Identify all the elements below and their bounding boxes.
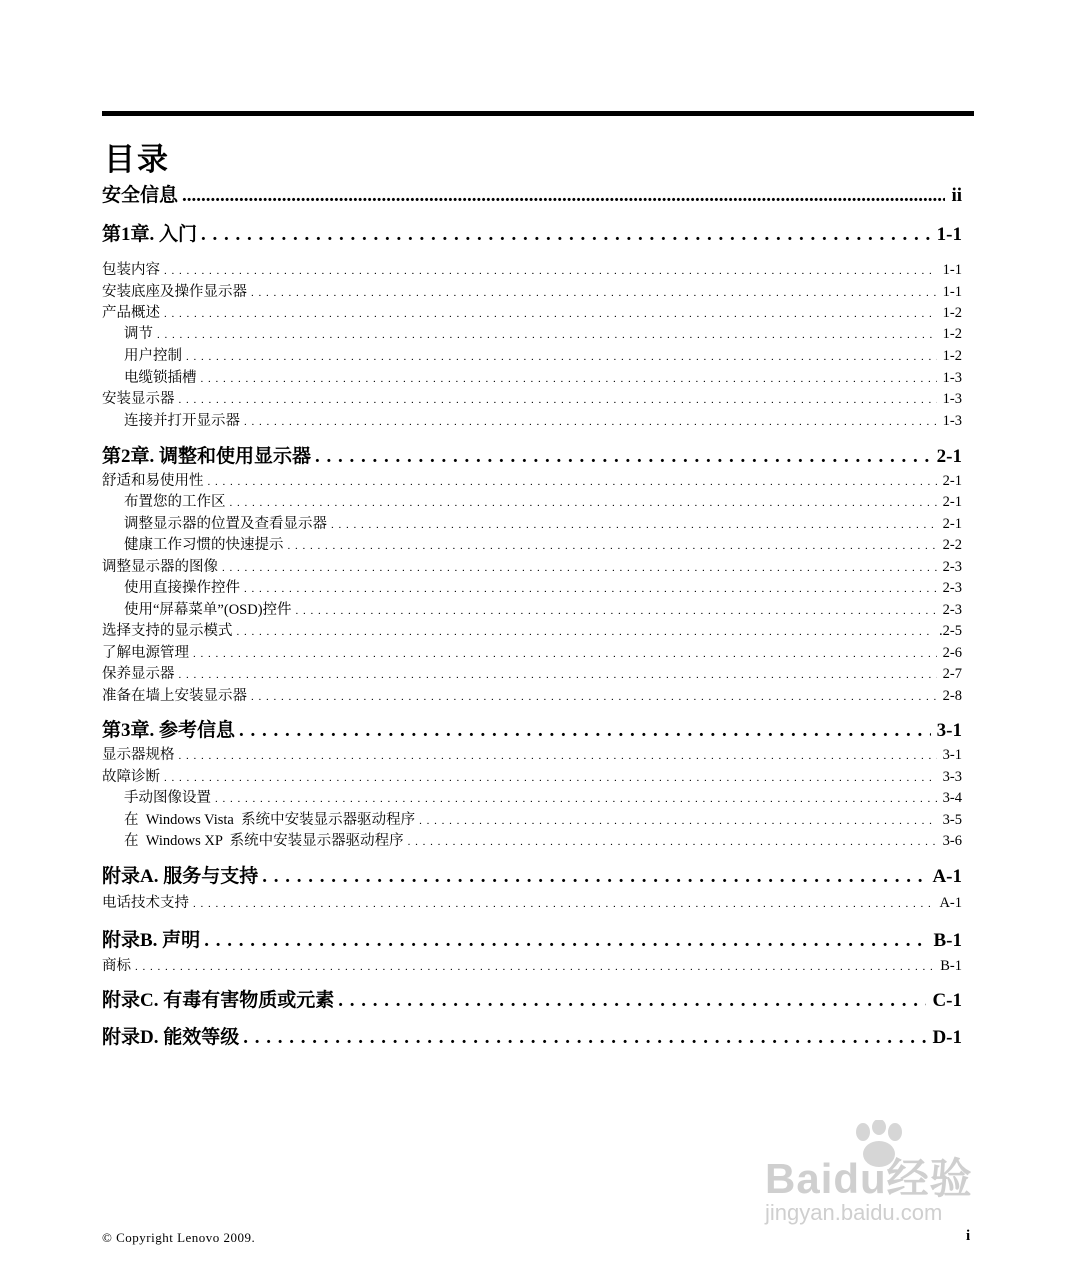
toc-entry-safety[interactable] <box>102 180 962 207</box>
leader-dots <box>204 930 927 952</box>
leader-dots <box>179 669 937 681</box>
toc-section[interactable] <box>102 954 962 975</box>
toc-label: 附录A. 服务与支持 <box>102 866 259 887</box>
leader-dots <box>262 866 926 888</box>
toc-subsection[interactable] <box>102 409 962 430</box>
leader-dots <box>164 265 937 277</box>
leader-dots <box>243 1027 926 1049</box>
toc-page: 1-1 <box>936 224 962 245</box>
toc-subsection[interactable] <box>102 786 962 807</box>
toc-label: 使用直接操作控件 <box>124 580 240 596</box>
toc-label: 电缆锁插槽 <box>124 370 197 386</box>
toc-subsection[interactable] <box>102 344 962 365</box>
toc-label: 连接并打开显示器 <box>124 413 240 429</box>
toc-label: 附录C. 有毒有害物质或元素 <box>102 990 335 1011</box>
toc-label: 故障诊断 <box>102 769 160 785</box>
toc-page: 1-1 <box>942 284 962 300</box>
toc-page: A-1 <box>932 866 962 887</box>
baidu-watermark <box>765 1118 1015 1238</box>
leader-dots <box>164 772 937 784</box>
toc-subsection[interactable] <box>102 322 962 343</box>
toc-page: 3-1 <box>942 747 962 763</box>
toc-page: .2-5 <box>939 623 962 639</box>
toc-page: 2-1 <box>936 446 962 467</box>
leader-dots <box>296 605 937 617</box>
leader-dots <box>315 446 931 468</box>
leader-dots <box>237 626 934 638</box>
toc-page: 1-2 <box>942 305 962 321</box>
toc-label: 商标 <box>102 958 131 974</box>
toc-page: 1-3 <box>942 413 962 429</box>
toc-page: 1-1 <box>942 262 962 278</box>
leader-dots <box>201 373 937 385</box>
leader-dots <box>222 562 937 574</box>
leader-dots <box>182 185 945 207</box>
toc-page: C-1 <box>932 990 962 1011</box>
toc-section[interactable] <box>102 662 962 683</box>
leader-dots <box>135 961 934 973</box>
toc-subsection[interactable] <box>102 490 962 511</box>
toc-page: 2-2 <box>942 537 962 553</box>
toc-chapter-2[interactable] <box>102 441 962 468</box>
toc-appendix-d[interactable] <box>102 1022 962 1049</box>
toc-page: 3-3 <box>942 769 962 785</box>
toc-label: 选择支持的显示模式 <box>102 623 233 639</box>
toc-page: 2-6 <box>942 645 962 661</box>
toc-label: 调整显示器的图像 <box>102 559 218 575</box>
toc-section[interactable] <box>102 387 962 408</box>
toc-label: 在 Windows Vista 系统中安装显示器驱动程序 <box>124 812 416 828</box>
toc-page: 2-1 <box>942 494 962 510</box>
toc-section[interactable] <box>102 280 962 301</box>
toc-section[interactable] <box>102 684 962 705</box>
toc-page: 2-1 <box>942 516 962 532</box>
toc-label: 在 Windows XP 系统中安装显示器驱动程序 <box>124 833 404 849</box>
leader-dots <box>244 583 937 595</box>
toc-appendix-c[interactable] <box>102 985 962 1012</box>
toc-subsection[interactable] <box>102 366 962 387</box>
watermark-logo-text: Baidu经验 <box>765 1155 973 1202</box>
toc-label: 安全信息 <box>102 185 179 206</box>
leader-dots <box>193 898 933 910</box>
toc-page: 2-3 <box>942 580 962 596</box>
toc-subsection[interactable] <box>102 512 962 533</box>
toc-page: 2-7 <box>942 666 962 682</box>
toc-label: 第2章. 调整和使用显示器 <box>102 446 312 467</box>
page-number: i <box>966 1228 971 1244</box>
copyright-notice: © Copyright Lenovo 2009. <box>102 1230 256 1245</box>
toc-page: 1-2 <box>942 348 962 364</box>
leader-dots <box>208 476 937 488</box>
toc-page: 3-1 <box>936 720 962 741</box>
toc-label: 舒适和易使用性 <box>102 473 204 489</box>
leader-dots <box>251 691 937 703</box>
toc-subsection[interactable] <box>102 576 962 597</box>
page-title: 目录 <box>104 142 170 177</box>
toc-label: 保养显示器 <box>102 666 175 682</box>
toc-section[interactable] <box>102 765 962 786</box>
toc-section[interactable] <box>102 301 962 322</box>
toc-page: 1-3 <box>942 391 962 407</box>
leader-dots <box>179 394 937 406</box>
leader-dots <box>288 540 937 552</box>
toc-page: 2-3 <box>942 602 962 618</box>
toc-label: 了解电源管理 <box>102 645 189 661</box>
toc-subsection[interactable] <box>102 808 962 829</box>
toc-label: 健康工作习惯的快速提示 <box>124 537 284 553</box>
toc-page: 3-6 <box>942 833 962 849</box>
toc-label: 第3章. 参考信息 <box>102 720 236 741</box>
toc-label: 安装显示器 <box>102 391 175 407</box>
leader-dots <box>215 793 937 805</box>
header-rule <box>102 111 974 116</box>
leader-dots <box>251 287 937 299</box>
toc-label: 附录D. 能效等级 <box>102 1027 240 1048</box>
toc-page: 1-2 <box>942 326 962 342</box>
toc-label: 调整显示器的位置及查看显示器 <box>124 516 327 532</box>
toc-page: D-1 <box>932 1027 962 1048</box>
toc-label: 调节 <box>124 326 153 342</box>
toc-page: 2-1 <box>942 473 962 489</box>
toc-label: 准备在墙上安装显示器 <box>102 688 247 704</box>
leader-dots <box>179 750 937 762</box>
toc-label: 手动图像设置 <box>124 790 211 806</box>
toc-label: 第1章. 入门 <box>102 224 198 245</box>
toc-page: 2-8 <box>942 688 962 704</box>
leader-dots <box>164 308 937 320</box>
toc-page: A-1 <box>939 895 962 911</box>
toc-label: 附录B. 声明 <box>102 930 201 951</box>
leader-dots <box>157 329 937 341</box>
leader-dots <box>186 351 937 363</box>
toc-subsection[interactable] <box>102 598 962 619</box>
toc-label: 电话技术支持 <box>102 895 189 911</box>
toc-page: B-1 <box>933 930 962 951</box>
toc-section[interactable] <box>102 258 962 279</box>
leader-dots <box>408 836 937 848</box>
toc-label: 包装内容 <box>102 262 160 278</box>
toc-subsection[interactable] <box>102 533 962 554</box>
toc-section[interactable] <box>102 619 962 640</box>
leader-dots <box>193 648 937 660</box>
toc-label: 安装底座及操作显示器 <box>102 284 247 300</box>
toc-chapter-1[interactable] <box>102 219 962 246</box>
toc-label: 布置您的工作区 <box>124 494 226 510</box>
toc-chapter-3[interactable] <box>102 715 962 742</box>
toc-section[interactable] <box>102 891 962 912</box>
toc-section[interactable] <box>102 743 962 764</box>
watermark-url: jingyan.baidu.com <box>765 1200 943 1225</box>
toc-page: ii <box>951 185 962 206</box>
toc-page: B-1 <box>940 958 962 974</box>
toc-section[interactable] <box>102 469 962 490</box>
toc-label: 用户控制 <box>124 348 182 364</box>
toc-page: 3-5 <box>942 812 962 828</box>
leader-dots <box>201 224 931 246</box>
leader-dots <box>331 519 937 531</box>
toc-label: 使用“屏幕菜单”(OSD)控件 <box>124 602 292 618</box>
leader-dots <box>338 990 926 1012</box>
toc-appendix-b[interactable] <box>102 925 962 952</box>
toc-page: 2-3 <box>942 559 962 575</box>
toc-label: 产品概述 <box>102 305 160 321</box>
leader-dots <box>230 497 937 509</box>
toc-page: 1-3 <box>942 370 962 386</box>
toc-appendix-a[interactable] <box>102 861 962 888</box>
toc-subsection[interactable] <box>102 829 962 850</box>
toc-section[interactable] <box>102 641 962 662</box>
toc-section[interactable] <box>102 555 962 576</box>
leader-dots <box>419 815 937 827</box>
leader-dots <box>239 720 931 742</box>
toc-page: 3-4 <box>942 790 962 806</box>
toc-label: 显示器规格 <box>102 747 175 763</box>
leader-dots <box>244 416 937 428</box>
